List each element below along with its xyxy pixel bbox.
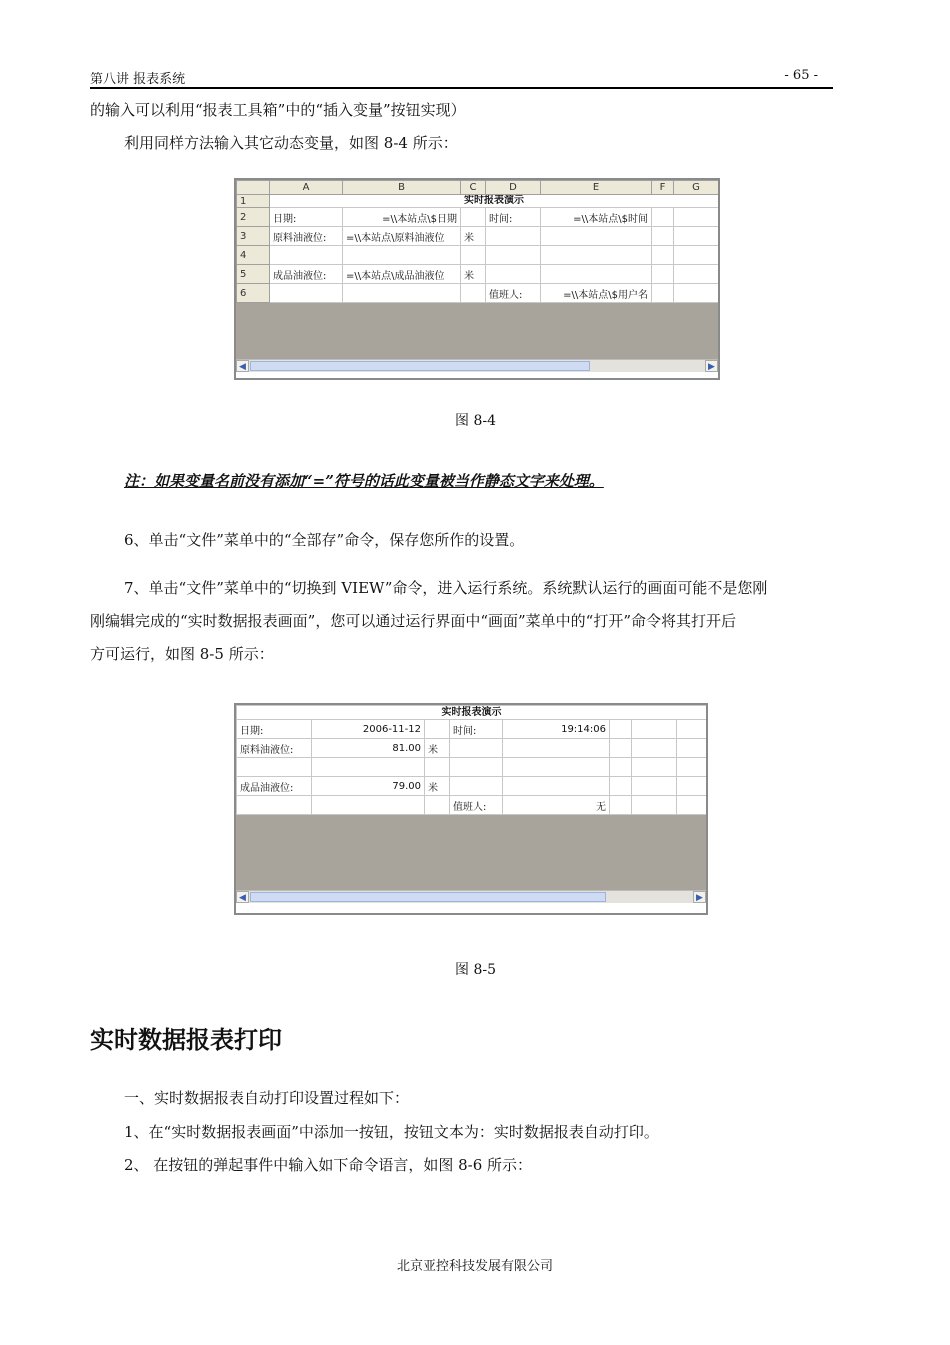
- cell: [677, 739, 707, 758]
- cell: [425, 758, 450, 777]
- cell[interactable]: =\\本站点\成品油液位: [343, 265, 461, 284]
- cell[interactable]: [486, 227, 541, 246]
- cell: [450, 739, 503, 758]
- cell: [632, 720, 677, 739]
- paragraph-continuation: 的输入可以利用“报表工具箱”中的“插入变量”按钮实现）: [90, 101, 466, 119]
- cell[interactable]: [461, 246, 486, 265]
- report-title-cell[interactable]: 实时报表演示: [270, 195, 719, 208]
- cell: [610, 758, 632, 777]
- cell[interactable]: 米: [461, 227, 486, 246]
- cell[interactable]: [343, 284, 461, 303]
- cell: [503, 758, 610, 777]
- cell: [632, 758, 677, 777]
- cell: [632, 796, 677, 815]
- cell: [450, 758, 503, 777]
- cell[interactable]: [674, 227, 719, 246]
- cell[interactable]: 原料油液位:: [270, 227, 343, 246]
- cell: [677, 796, 707, 815]
- date-value: 2006-11-12: [312, 720, 425, 739]
- cell[interactable]: [652, 265, 674, 284]
- cell[interactable]: 时间:: [486, 208, 541, 227]
- cell[interactable]: [652, 284, 674, 303]
- raw-oil-level-value: 81.00: [312, 739, 425, 758]
- horizontal-scrollbar[interactable]: [236, 359, 718, 372]
- scroll-left-icon[interactable]: ◀: [236, 891, 249, 903]
- cell[interactable]: [461, 284, 486, 303]
- cell: 米: [425, 777, 450, 796]
- step-7-line1: 7、单击“文件”菜单中的“切换到 VIEW”命令，进入运行系统。系统默认运行的画面可能不是您刚: [124, 579, 768, 597]
- scroll-right-icon[interactable]: ▶: [693, 891, 706, 903]
- cell[interactable]: [541, 227, 652, 246]
- cell: [677, 720, 707, 739]
- operator-value: 无: [503, 796, 610, 815]
- cell[interactable]: [674, 265, 719, 284]
- cell: [312, 758, 425, 777]
- cell[interactable]: 米: [461, 265, 486, 284]
- empty-report-area: [236, 815, 706, 890]
- note-text: 注：如果变量名前没有添加“=”符号的话此变量被当作静态文字来处理。: [124, 472, 604, 490]
- figure-8-4-caption: 图 8-4: [455, 413, 496, 429]
- cell: 时间:: [450, 720, 503, 739]
- scrollbar-thumb[interactable]: [250, 361, 590, 371]
- cell: 原料油液位:: [237, 739, 312, 758]
- cell[interactable]: [343, 246, 461, 265]
- figure-8-5-caption: 图 8-5: [455, 962, 496, 978]
- cell: [237, 758, 312, 777]
- cell: [610, 777, 632, 796]
- col-header-g[interactable]: G: [674, 181, 719, 195]
- col-header-b[interactable]: B: [343, 181, 461, 195]
- cell: [503, 777, 610, 796]
- cell: [610, 720, 632, 739]
- figure-8-5-runtime-report: [234, 703, 708, 915]
- cell[interactable]: [541, 246, 652, 265]
- cell[interactable]: [461, 208, 486, 227]
- cell[interactable]: [652, 246, 674, 265]
- time-value: 19:14:06: [503, 720, 610, 739]
- step-7-line3: 方可运行，如图 8-5 所示：: [90, 645, 274, 663]
- print-setup-intro: 一、实时数据报表自动打印设置过程如下：: [124, 1089, 410, 1107]
- cell[interactable]: [270, 284, 343, 303]
- cell[interactable]: [674, 284, 719, 303]
- footer-company: 北京亚控科技发展有限公司: [396, 1259, 553, 1274]
- cell[interactable]: [541, 265, 652, 284]
- cell: [425, 796, 450, 815]
- paragraph-fig84-intro: 利用同样方法输入其它动态变量，如图 8-4 所示：: [124, 134, 458, 152]
- cell: [610, 796, 632, 815]
- cell[interactable]: =\\本站点\$时间: [541, 208, 652, 227]
- cell: [450, 777, 503, 796]
- cell[interactable]: =\\本站点\$日期: [343, 208, 461, 227]
- page-number: - 65 -: [784, 68, 818, 83]
- step-7-line2: 刚编辑完成的“实时数据报表画面”，您可以通过运行界面中“画面”菜单中的“打开”命令将其打开后: [90, 612, 737, 630]
- col-header-a[interactable]: A: [270, 181, 343, 195]
- cell: [312, 796, 425, 815]
- scrollbar-thumb[interactable]: [250, 892, 606, 902]
- cell: [503, 739, 610, 758]
- cell[interactable]: =\\本站点\$用户名: [541, 284, 652, 303]
- cell: [610, 739, 632, 758]
- running-header-title: 第八讲 报表系统: [90, 72, 186, 87]
- print-step-2: 2、 在按钮的弹起事件中输入如下命令语言，如图 8-6 所示：: [124, 1156, 533, 1174]
- cell: [632, 777, 677, 796]
- cell[interactable]: 成品油液位:: [270, 265, 343, 284]
- header-rule: [90, 87, 833, 89]
- cell: [632, 739, 677, 758]
- product-oil-level-value: 79.00: [312, 777, 425, 796]
- corner-cell[interactable]: [237, 181, 270, 195]
- cell[interactable]: [270, 246, 343, 265]
- col-header-d[interactable]: D: [486, 181, 541, 195]
- cell[interactable]: [486, 265, 541, 284]
- row-header-1[interactable]: 1: [237, 195, 270, 208]
- cell: [237, 796, 312, 815]
- cell[interactable]: =\\本站点\原料油液位: [343, 227, 461, 246]
- cell: [677, 777, 707, 796]
- cell: 米: [425, 739, 450, 758]
- cell: 日期:: [237, 720, 312, 739]
- row-header-5[interactable]: 5: [237, 265, 270, 284]
- cell[interactable]: 值班人:: [486, 284, 541, 303]
- row-header-3[interactable]: 3: [237, 227, 270, 246]
- section-heading: 实时数据报表打印: [90, 1026, 282, 1054]
- cell[interactable]: 日期:: [270, 208, 343, 227]
- cell[interactable]: [674, 246, 719, 265]
- figure-8-4-spreadsheet: [234, 178, 720, 380]
- horizontal-scrollbar[interactable]: [236, 890, 706, 903]
- scroll-right-icon[interactable]: ▶: [705, 360, 718, 372]
- cell: 成品油液位:: [237, 777, 312, 796]
- row-header-6[interactable]: 6: [237, 284, 270, 303]
- row-header-4[interactable]: 4: [237, 246, 270, 265]
- cell[interactable]: [674, 208, 719, 227]
- cell: [425, 720, 450, 739]
- col-header-c[interactable]: C: [461, 181, 486, 195]
- cell: [677, 758, 707, 777]
- cell: 值班人:: [450, 796, 503, 815]
- row-header-2[interactable]: 2: [237, 208, 270, 227]
- cell[interactable]: [652, 227, 674, 246]
- col-header-e[interactable]: E: [541, 181, 652, 195]
- empty-sheet-area: [236, 303, 718, 359]
- print-step-1: 1、在“实时数据报表画面”中添加一按钮，按钮文本为：实时数据报表自动打印。: [124, 1123, 659, 1141]
- step-6: 6、单击“文件”菜单中的“全部存”命令，保存您所作的设置。: [124, 531, 525, 549]
- cell[interactable]: [486, 246, 541, 265]
- report-title-cell: 实时报表演示: [237, 706, 707, 720]
- scroll-left-icon[interactable]: ◀: [236, 360, 249, 372]
- cell[interactable]: [652, 208, 674, 227]
- col-header-f[interactable]: F: [652, 181, 674, 195]
